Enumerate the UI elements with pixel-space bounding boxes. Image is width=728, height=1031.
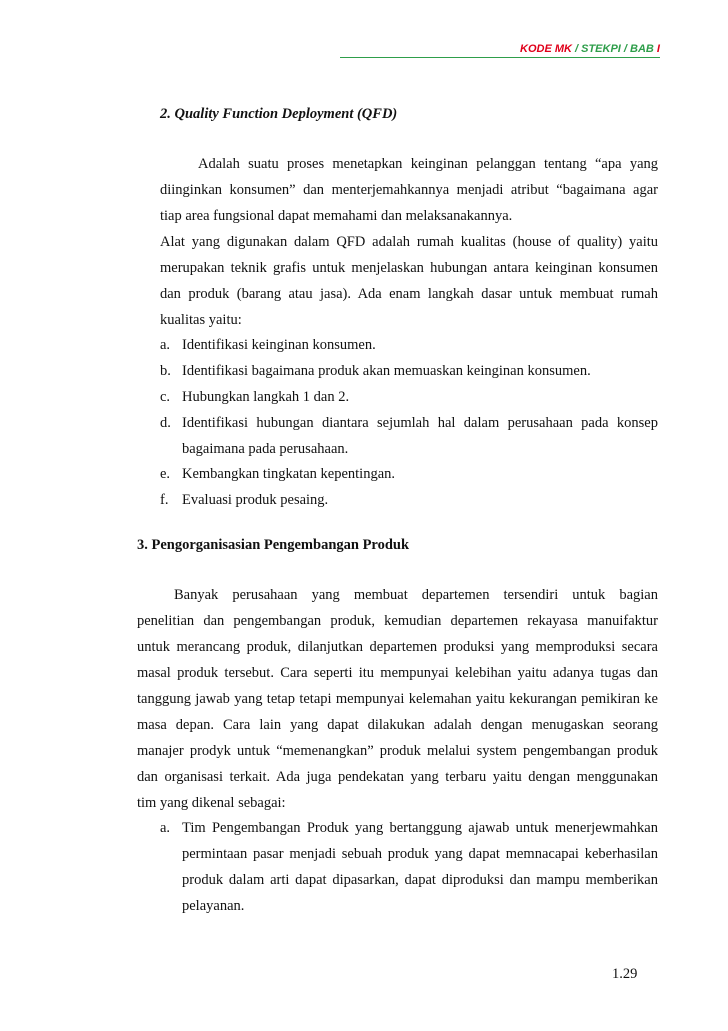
list-item: Evaluasi produk pesaing. <box>182 492 329 508</box>
list-marker: a. <box>160 820 171 836</box>
paragraph-line: Alat yang digunakan dalam QFD adalah rumah kualitas (house of quality) yaitu <box>160 234 658 250</box>
header-separator: / <box>620 43 631 55</box>
list-item: Hubungkan langkah 1 dan 2. <box>182 389 350 405</box>
page-number: 1.29 <box>612 966 638 982</box>
list-item: Tim Pengembangan Produk yang bertanggung ajawab untuk menerjewmahkan <box>182 820 658 836</box>
header-chapter-number: I <box>653 43 660 55</box>
paragraph-line: tanggung jawab yang tetap tetapi mempunyai kelemahan yaitu kekurangan pemikiran ke <box>137 691 658 707</box>
paragraph-line: diinginkan konsumen” dan menterjemahkannya menjadi atribut “bagaimana agar <box>160 182 658 198</box>
paragraph-line: penelitian dan pengembangan produk, kemudian departemen rekayasa manuifaktur <box>137 613 658 629</box>
paragraph-line: merupakan teknik grafis untuk menjelaskan hubungan antara keinginan konsumen <box>160 260 658 276</box>
list-marker: a. <box>160 337 171 353</box>
list-item: Kembangkan tingkatan kepentingan. <box>182 466 396 482</box>
list-item: Identifikasi keinginan konsumen. <box>182 337 376 353</box>
paragraph-line: tiap area fungsional dapat memahami dan melaksanakannya. <box>160 208 513 224</box>
list-item: pelayanan. <box>182 898 245 914</box>
list-item: produk dalam arti dapat dipasarkan, dapat diproduksi dan mampu memberikan <box>182 872 658 888</box>
section-heading: 2. Quality Function Deployment (QFD) <box>160 106 398 122</box>
paragraph-line: tim yang dikenal sebagai: <box>137 795 286 811</box>
list-item: Identifikasi hubungan diantara sejumlah hal dalam perusahaan pada konsep <box>182 415 658 431</box>
header-course-code: KODE MK <box>520 43 572 55</box>
paragraph-line: masal produk tersebut. Cara seperti itu mempunyai kelebihan yaitu adanya tugas dan <box>137 665 658 681</box>
paragraph-line: Banyak perusahaan yang membuat departemen tersendiri untuk bagian <box>174 587 658 603</box>
section-heading: 3. Pengorganisasian Pengembangan Produk <box>137 537 410 553</box>
list-marker: d. <box>160 415 171 431</box>
paragraph-line: dan organisasi terkait. Ada juga pendekatan yang terbaru yaitu dengan menggunakan <box>137 769 658 785</box>
list-marker: f. <box>160 492 169 508</box>
header-chapter-label: BAB <box>630 43 654 55</box>
list-marker: c. <box>160 389 171 405</box>
paragraph-line: manajer prodyk untuk “memenangkan” produk melalui system pengembangan produk <box>137 743 658 759</box>
list-marker: e. <box>160 466 171 482</box>
paragraph-line: masa depan. Cara lain yang dapat dilakukan adalah dengan menugaskan seorang <box>137 717 658 733</box>
paragraph-line: untuk merancang produk, dilanjutkan departemen produksi yang memproduksi secara <box>137 639 658 655</box>
header-institution: STEKPI <box>581 43 621 55</box>
list-marker: b. <box>160 363 171 379</box>
paragraph-line: Adalah suatu proses menetapkan keinginan pelanggan tentang “apa yang <box>198 156 658 172</box>
header-separator: / <box>571 43 582 55</box>
header-rule <box>340 57 660 58</box>
paragraph-line: kualitas yaitu: <box>160 312 242 328</box>
list-item: Identifikasi bagaimana produk akan memuaskan keinginan konsumen. <box>182 363 591 379</box>
list-item: permintaan pasar menjadi sebuah produk yang dapat memnacapai keberhasilan <box>182 846 658 862</box>
list-item: bagaimana pada perusahaan. <box>182 441 349 457</box>
paragraph-line: dan produk (barang atau jasa). Ada enam langkah dasar untuk membuat rumah <box>160 286 658 302</box>
running-header <box>520 43 660 55</box>
